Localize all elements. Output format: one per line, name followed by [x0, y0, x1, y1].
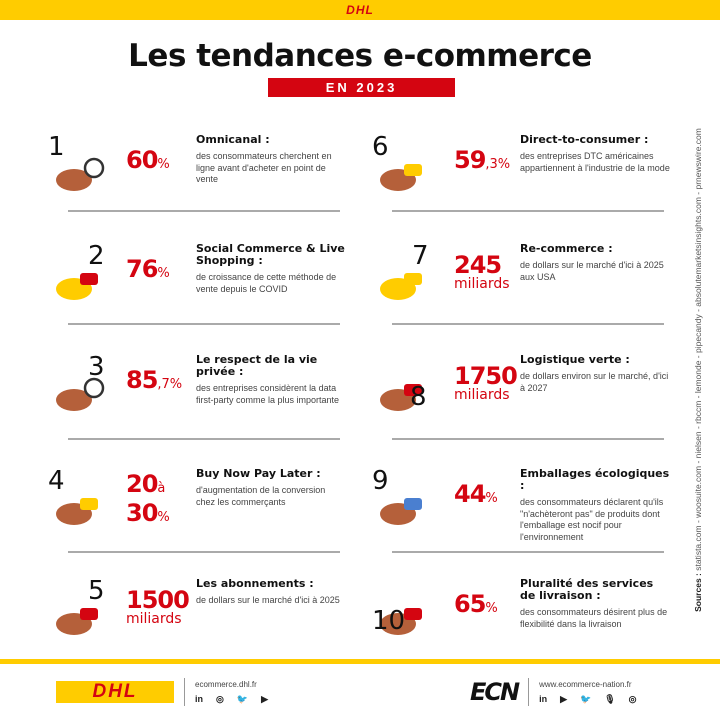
stat-value: 44 — [454, 480, 486, 508]
podcast-icon[interactable]: 🎙 — [604, 693, 616, 704]
item-description: des consommateurs désirent plus de flexibilité dans la livraison — [520, 607, 668, 629]
item-description: de dollars sur le marché d'ici à 2025 — [196, 595, 340, 605]
divider — [68, 551, 340, 553]
item-text — [520, 354, 670, 394]
stat-unit: % — [485, 601, 498, 616]
stat — [126, 472, 170, 530]
item-text — [520, 134, 670, 174]
stat-value: 60 — [126, 146, 158, 174]
item-title: Pluralité des services de livraison : — [520, 577, 654, 602]
item-number: 3 — [88, 352, 105, 382]
dhl-url[interactable]: ecommerce.dhl.fr — [195, 679, 257, 689]
divider — [392, 323, 664, 325]
item-title: Les abonnements : — [196, 577, 314, 590]
item-title: Omnicanal : — [196, 133, 270, 146]
item-title: Logistique verte : — [520, 353, 630, 366]
dhl-logo-top: DHL — [346, 3, 374, 17]
item-text — [196, 468, 346, 508]
stat — [126, 368, 182, 397]
item-description: de dollars environ sur le marché, d'ici à 2027 — [520, 371, 669, 393]
item-text — [196, 243, 346, 295]
dhl-logo[interactable]: DHL — [56, 681, 174, 703]
instagram-icon[interactable]: ◎ — [216, 693, 224, 704]
stat — [126, 588, 189, 627]
ecn-url[interactable]: www.ecommerce-nation.fr — [539, 679, 632, 689]
stat-unit: ,7% — [157, 377, 183, 392]
youtube-icon[interactable]: ▶ — [560, 693, 568, 704]
stat-value: 1750 — [454, 362, 517, 390]
item-number: 1 — [48, 132, 65, 162]
stat-unit-2: % — [157, 510, 170, 525]
item-text — [196, 134, 346, 186]
item-description: des consommateurs déclarent qu'ils "n'achèteront pas" de produits dont l'emballage est nocif pour l'environnement — [520, 497, 664, 542]
year-banner: EN 2023 — [268, 78, 455, 97]
stat-unit: % — [157, 266, 170, 281]
stat — [454, 253, 510, 292]
sources — [693, 128, 703, 612]
stat-value-2: 30 — [126, 499, 158, 527]
stat-value: 59 — [454, 146, 486, 174]
item-title: Direct-to-consumer : — [520, 133, 649, 146]
item-number: 9 — [372, 466, 389, 496]
footer-dhl — [56, 678, 268, 706]
item-title: Buy Now Pay Later : — [196, 467, 321, 480]
divider — [68, 323, 340, 325]
item-text — [196, 578, 346, 607]
divider — [68, 438, 340, 440]
item-number: 7 — [412, 241, 429, 271]
top-bar — [0, 0, 720, 20]
stat-sub: miliards — [454, 387, 510, 403]
item-number: 8 — [410, 382, 427, 412]
item-title: Le respect de la vie privée : — [196, 353, 318, 378]
separator — [528, 678, 529, 706]
stat — [454, 592, 498, 621]
sources-label: Sources : — [693, 573, 703, 612]
twitter-icon[interactable]: 🐦 — [236, 693, 249, 704]
stat-value: 85 — [126, 366, 158, 394]
stat-value: 65 — [454, 590, 486, 618]
stat — [454, 482, 498, 511]
item-description: de dollars sur le marché d'ici à 2025 aux USA — [520, 260, 664, 282]
item-text — [196, 354, 346, 406]
item-title: Emballages écologiques : — [520, 467, 670, 492]
stat-unit: % — [485, 491, 498, 506]
footer-ecn — [470, 678, 637, 706]
item-text — [520, 578, 670, 630]
item-description: des consommateurs cherchent en ligne avant d'acheter en point de vente — [196, 151, 332, 184]
stat — [454, 364, 517, 403]
twitter-icon[interactable]: 🐦 — [580, 693, 592, 704]
stat-value: 1500 — [126, 586, 189, 614]
item-text — [520, 468, 670, 543]
stat-value: 245 — [454, 251, 502, 279]
footer-line — [0, 659, 720, 664]
item-text — [520, 243, 670, 283]
linkedin-icon[interactable]: in — [539, 693, 548, 704]
stat-unit: ,3% — [485, 157, 511, 172]
divider — [392, 438, 664, 440]
item-number: 2 — [88, 241, 105, 271]
sources-text: statista.com - woosuite.com - nielsen - rbccm - lemonde - pipecandy - absolutemarketsinsights.com - prnewswire.com — [693, 128, 703, 574]
linkedin-icon[interactable]: in — [195, 693, 203, 704]
stat — [126, 148, 170, 177]
youtube-icon[interactable]: ▶ — [261, 693, 268, 704]
item-number: 10 — [372, 606, 406, 636]
stat-value: 20 — [126, 470, 158, 498]
divider — [392, 210, 664, 212]
item-number: 5 — [88, 576, 105, 606]
item-title: Re-commerce : — [520, 242, 613, 255]
stat — [454, 148, 510, 177]
instagram-icon[interactable]: ◎ — [628, 693, 637, 704]
page-title: Les tendances e-commerce — [128, 38, 592, 74]
item-number: 4 — [48, 466, 65, 496]
item-description: de croissance de cette méthode de vente depuis le COVID — [196, 272, 337, 294]
item-number: 6 — [372, 132, 389, 162]
ecn-logo[interactable]: ECN — [470, 678, 519, 706]
stat-sub: miliards — [454, 276, 510, 292]
item-description: des entreprises DTC américaines appartiennent à l'industrie de la mode — [520, 151, 670, 173]
stat-value: 76 — [126, 255, 158, 283]
stat-unit: à — [157, 481, 166, 496]
stat — [126, 257, 170, 286]
stat-sub: miliards — [126, 611, 182, 627]
divider — [392, 551, 664, 553]
item-description: d'augmentation de la conversion chez les commerçants — [196, 485, 326, 507]
item-title: Social Commerce & Live Shopping : — [196, 242, 345, 267]
stat-unit: % — [157, 157, 170, 172]
divider — [68, 210, 340, 212]
item-description: des entreprises considèrent la data first-party comme la plus importante — [196, 383, 340, 405]
separator — [184, 678, 185, 706]
